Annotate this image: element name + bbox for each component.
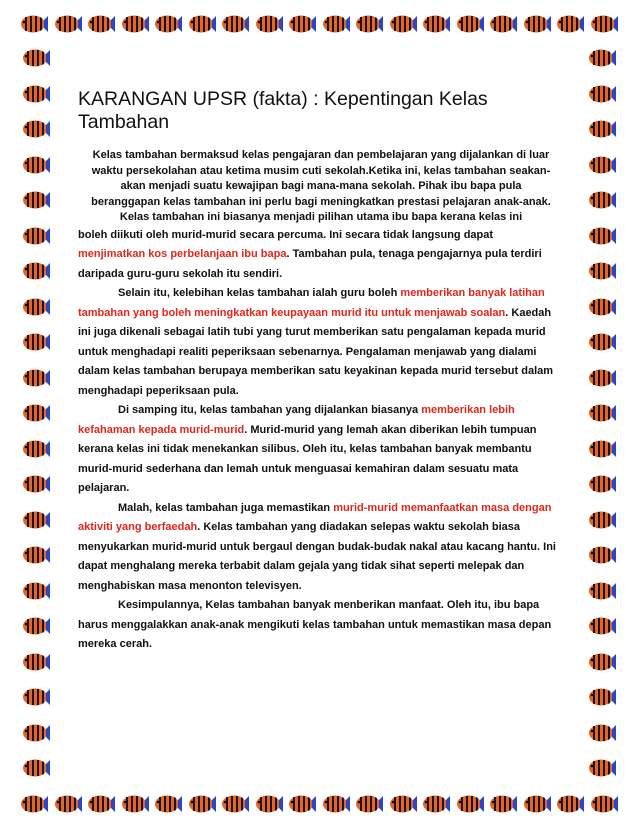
- angelfish-icon: [154, 794, 182, 814]
- angelfish-icon: [422, 794, 450, 814]
- essay: [78, 88, 564, 655]
- angelfish-icon: [588, 652, 616, 672]
- angelfish-icon: [588, 510, 616, 530]
- angelfish-icon: [22, 758, 50, 778]
- angelfish-icon: [588, 439, 616, 459]
- angelfish-icon: [22, 510, 50, 530]
- angelfish-icon: [588, 687, 616, 707]
- angelfish-icon: [154, 14, 182, 34]
- highlight-text: murid-murid memanfaatkan masa dengan aktiviti yang berfaedah: [78, 501, 552, 533]
- angelfish-icon: [22, 403, 50, 423]
- angelfish-icon: [322, 14, 350, 34]
- paragraph-1: boleh diikuti oleh murid-murid secara percuma. Ini secara tidak langsung dapat menjimatkan kos perbelanjaan ibu bapa. Tambahan pula, tenaga pengajarnya pula terdiri daripada guru-guru sekolah itu sendiri.: [78, 228, 542, 280]
- intro-line: akan menjadi suatu kewajipan bagi mana-mana sekolah. Pihak ibu bapa pula: [120, 180, 522, 192]
- paragraph-3: Di samping itu, kelas tambahan yang dijalankan biasanya memberikan lebih kefahaman kepada murid-murid. Murid-murid yang lemah akan diberikan lebih tumpuan kerana kelas ini tidak menekankan silibus. Oleh itu, kelas tambahan banyak membantu murid-murid sederhana dan lemah untuk menguasai kemahiran dalam sesuatu mata pelajaran.: [78, 404, 537, 494]
- angelfish-icon: [588, 190, 616, 210]
- angelfish-icon: [22, 155, 50, 175]
- highlight-text: menjimatkan kos perbelanjaan ibu bapa: [78, 248, 287, 260]
- angelfish-icon: [523, 794, 551, 814]
- angelfish-icon: [22, 616, 50, 636]
- angelfish-icon: [22, 581, 50, 601]
- angelfish-icon: [355, 794, 383, 814]
- angelfish-icon: [221, 794, 249, 814]
- angelfish-icon: [121, 794, 149, 814]
- angelfish-icon: [255, 14, 283, 34]
- angelfish-icon: [588, 155, 616, 175]
- angelfish-icon: [556, 14, 584, 34]
- angelfish-icon: [288, 794, 316, 814]
- angelfish-icon: [588, 119, 616, 139]
- angelfish-icon: [288, 14, 316, 34]
- angelfish-icon: [87, 794, 115, 814]
- angelfish-icon: [22, 687, 50, 707]
- paragraph-4: Malah, kelas tambahan juga memastikan murid-murid memanfaatkan masa dengan aktiviti yang berfaedah. Kelas tambahan yang diadakan selepas waktu sekolah biasa menyukarkan murid-murid untuk bergaul dengan budak-budak nakal atau kacang hantu. Ini dapat menghalang mereka terbabit dalam gejala yang tidak sihat seperti melepak dan menghabiskan masa menonton televisyen.: [78, 501, 556, 592]
- angelfish-icon: [22, 332, 50, 352]
- angelfish-icon: [22, 261, 50, 281]
- angelfish-icon: [22, 474, 50, 494]
- essay-body: [78, 226, 564, 655]
- angelfish-icon: [22, 84, 50, 104]
- angelfish-icon: [22, 368, 50, 388]
- angelfish-icon: [489, 14, 517, 34]
- angelfish-icon: [22, 119, 50, 139]
- angelfish-icon: [588, 616, 616, 636]
- angelfish-icon: [22, 652, 50, 672]
- angelfish-icon: [22, 226, 50, 246]
- angelfish-icon: [221, 14, 249, 34]
- angelfish-icon: [54, 14, 82, 34]
- angelfish-icon: [188, 14, 216, 34]
- angelfish-icon: [54, 794, 82, 814]
- angelfish-icon: [588, 581, 616, 601]
- angelfish-icon: [322, 794, 350, 814]
- angelfish-icon: [588, 758, 616, 778]
- angelfish-icon: [188, 794, 216, 814]
- intro-line: Kelas tambahan ini biasanya menjadi pilihan utama ibu bapa kerana kelas ini: [119, 211, 523, 223]
- angelfish-icon: [489, 794, 517, 814]
- angelfish-icon: [456, 14, 484, 34]
- angelfish-icon: [22, 545, 50, 565]
- angelfish-icon: [22, 723, 50, 743]
- angelfish-icon: [20, 794, 48, 814]
- paragraph-5: Kesimpulannya, Kelas tambahan banyak menberikan manfaat. Oleh itu, ibu bapa harus menggalakkan anak-anak mengikuti kelas tambahan untuk memastikan masa depan mereka cerah.: [78, 599, 552, 650]
- angelfish-icon: [255, 794, 283, 814]
- highlight-text: memberikan lebih kefahaman kepada murid-murid: [78, 404, 515, 436]
- angelfish-icon: [389, 14, 417, 34]
- intro-line: waktu persekolahan atau ketima musim cuti sekolah.Ketika ini, kelas tambahan seakan-: [91, 164, 551, 177]
- angelfish-icon: [588, 723, 616, 743]
- angelfish-icon: [456, 794, 484, 814]
- angelfish-icon: [590, 14, 618, 34]
- angelfish-icon: [588, 261, 616, 281]
- intro-line: beranggapan kelas tambahan ini perlu bagi meningkatkan prestasi pelajaran anak-anak.: [91, 195, 551, 208]
- angelfish-icon: [121, 14, 149, 34]
- angelfish-icon: [22, 190, 50, 210]
- angelfish-icon: [355, 14, 383, 34]
- angelfish-icon: [20, 14, 48, 34]
- paragraph-2: Selain itu, kelebihan kelas tambahan ialah guru boleh memberikan banyak latihan tambahan yang boleh meningkatkan keupayaan murid itu untuk menjawab soalan. Kaedah ini juga dikenali sebagai latih tubi yang turut memberikan satu pengalaman kepada murid untuk menghadapi realiti peperiksaan sebenarnya. Pengalaman menjawab yang dialami dalam kelas tambahan berupaya memberikan satu keyakinan kepada murid tersebut dalam menghadapi peperiksaan pula.: [78, 287, 554, 397]
- angelfish-icon: [588, 403, 616, 423]
- highlight-text: memberikan banyak latihan tambahan yang boleh meningkatkan keupayaan murid itu untuk menjawab soalan: [78, 287, 545, 319]
- angelfish-icon: [523, 14, 551, 34]
- intro-line: Kelas tambahan bermaksud kelas pengajaran dan pembelajaran yang dijalankan di luar: [92, 149, 550, 161]
- angelfish-icon: [588, 48, 616, 68]
- angelfish-icon: [87, 14, 115, 34]
- angelfish-icon: [588, 297, 616, 317]
- angelfish-icon: [588, 368, 616, 388]
- angelfish-icon: [22, 439, 50, 459]
- angelfish-icon: [588, 332, 616, 352]
- angelfish-icon: [590, 794, 618, 814]
- angelfish-icon: [22, 48, 50, 68]
- angelfish-icon: [422, 14, 450, 34]
- angelfish-icon: [588, 84, 616, 104]
- angelfish-icon: [556, 794, 584, 814]
- intro-paragraph: [78, 148, 564, 226]
- angelfish-icon: [389, 794, 417, 814]
- angelfish-icon: [588, 226, 616, 246]
- angelfish-icon: [22, 297, 50, 317]
- angelfish-icon: [588, 474, 616, 494]
- angelfish-icon: [588, 545, 616, 565]
- page-title: KARANGAN UPSR (fakta) : Kepentingan Kelas Tambahan: [78, 88, 488, 133]
